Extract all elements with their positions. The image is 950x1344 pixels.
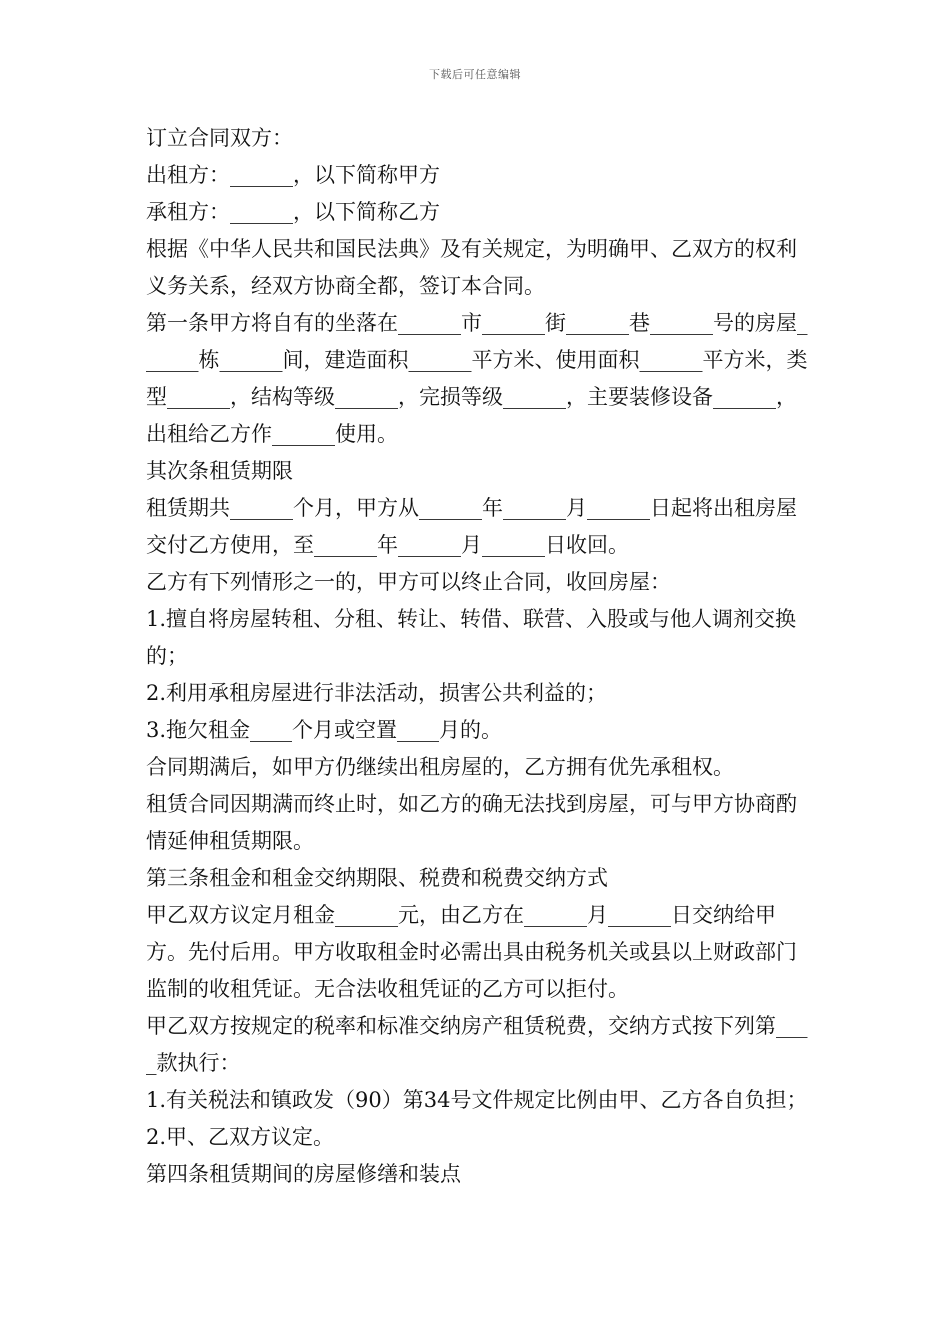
paragraph-lessor: 出租方：______，以下简称甲方 (146, 163, 440, 187)
list-item-tax-1: 1.有关税法和镇政发（90）第34号文件规定比例由甲、乙方各自负担； (146, 1088, 808, 1112)
paragraph-priority-right: 合同期满后，如甲方仍继续出租房屋的，乙方拥有优先承租权。 (146, 755, 734, 779)
paragraph-lessee: 承租方：______，以下简称乙方 (146, 200, 440, 224)
paragraph-preamble: 根据《中华人民共和国民法典》及有关规定，为明确甲、乙双方的权利义务关系，经双方协商全都，签订本合同。 (146, 237, 797, 298)
paragraph-term-extension: 租赁合同因期满而终止时，如乙方的确无法找到房屋，可与甲方协商酌情延伸租赁期限。 (146, 792, 797, 853)
paragraph-lease-term: 租赁期共______个月，甲方从______年______月______日起将出租房屋交付乙方使用，至______年______月______日收回。 (146, 496, 797, 557)
paragraph-termination-intro: 乙方有下列情形之一的，甲方可以终止合同，收回房屋： (146, 570, 671, 594)
paragraph-article-1: 第一条甲方将自有的坐落在______市______街______巷______号的房屋______栋______间，建造面积______平方米、使用面积______平方米，类型______，结构等级______，完损等级______，主要装修设备______，出租给乙方作______使用。 (146, 311, 808, 446)
paragraph-tax: 甲乙双方按规定的税率和标准交纳房产租赁税费，交纳方式按下列第____款执行： (146, 1014, 808, 1075)
header-note: 下载后可任意编辑 (429, 68, 521, 81)
list-item-termination-3: 3.拖欠租金____个月或空置____月的。 (146, 718, 503, 742)
paragraph-parties-intro: 订立合同双方： (146, 126, 293, 150)
list-item-termination-2: 2.利用承租房屋进行非法活动，损害公共利益的； (146, 681, 608, 705)
heading-article-2: 其次条租赁期限 (146, 459, 293, 483)
heading-article-3: 第三条租金和租金交纳期限、税费和税费交纳方式 (146, 866, 608, 890)
heading-article-4: 第四条租赁期间的房屋修缮和装点 (146, 1162, 461, 1186)
list-item-tax-2: 2.甲、乙双方议定。 (146, 1125, 335, 1149)
list-item-termination-1: 1.擅自将房屋转租、分租、转让、转借、联营、入股或与他人调剂交换的； (146, 607, 797, 668)
contract-body (146, 120, 810, 1193)
paragraph-rent: 甲乙双方议定月租金______元，由乙方在______月______日交纳给甲方。先付后用。甲方收取租金时必需出具由税务机关或县以上财政部门监制的收租凭证。无合法收租凭证的乙方可以拒付。 (146, 903, 797, 1001)
